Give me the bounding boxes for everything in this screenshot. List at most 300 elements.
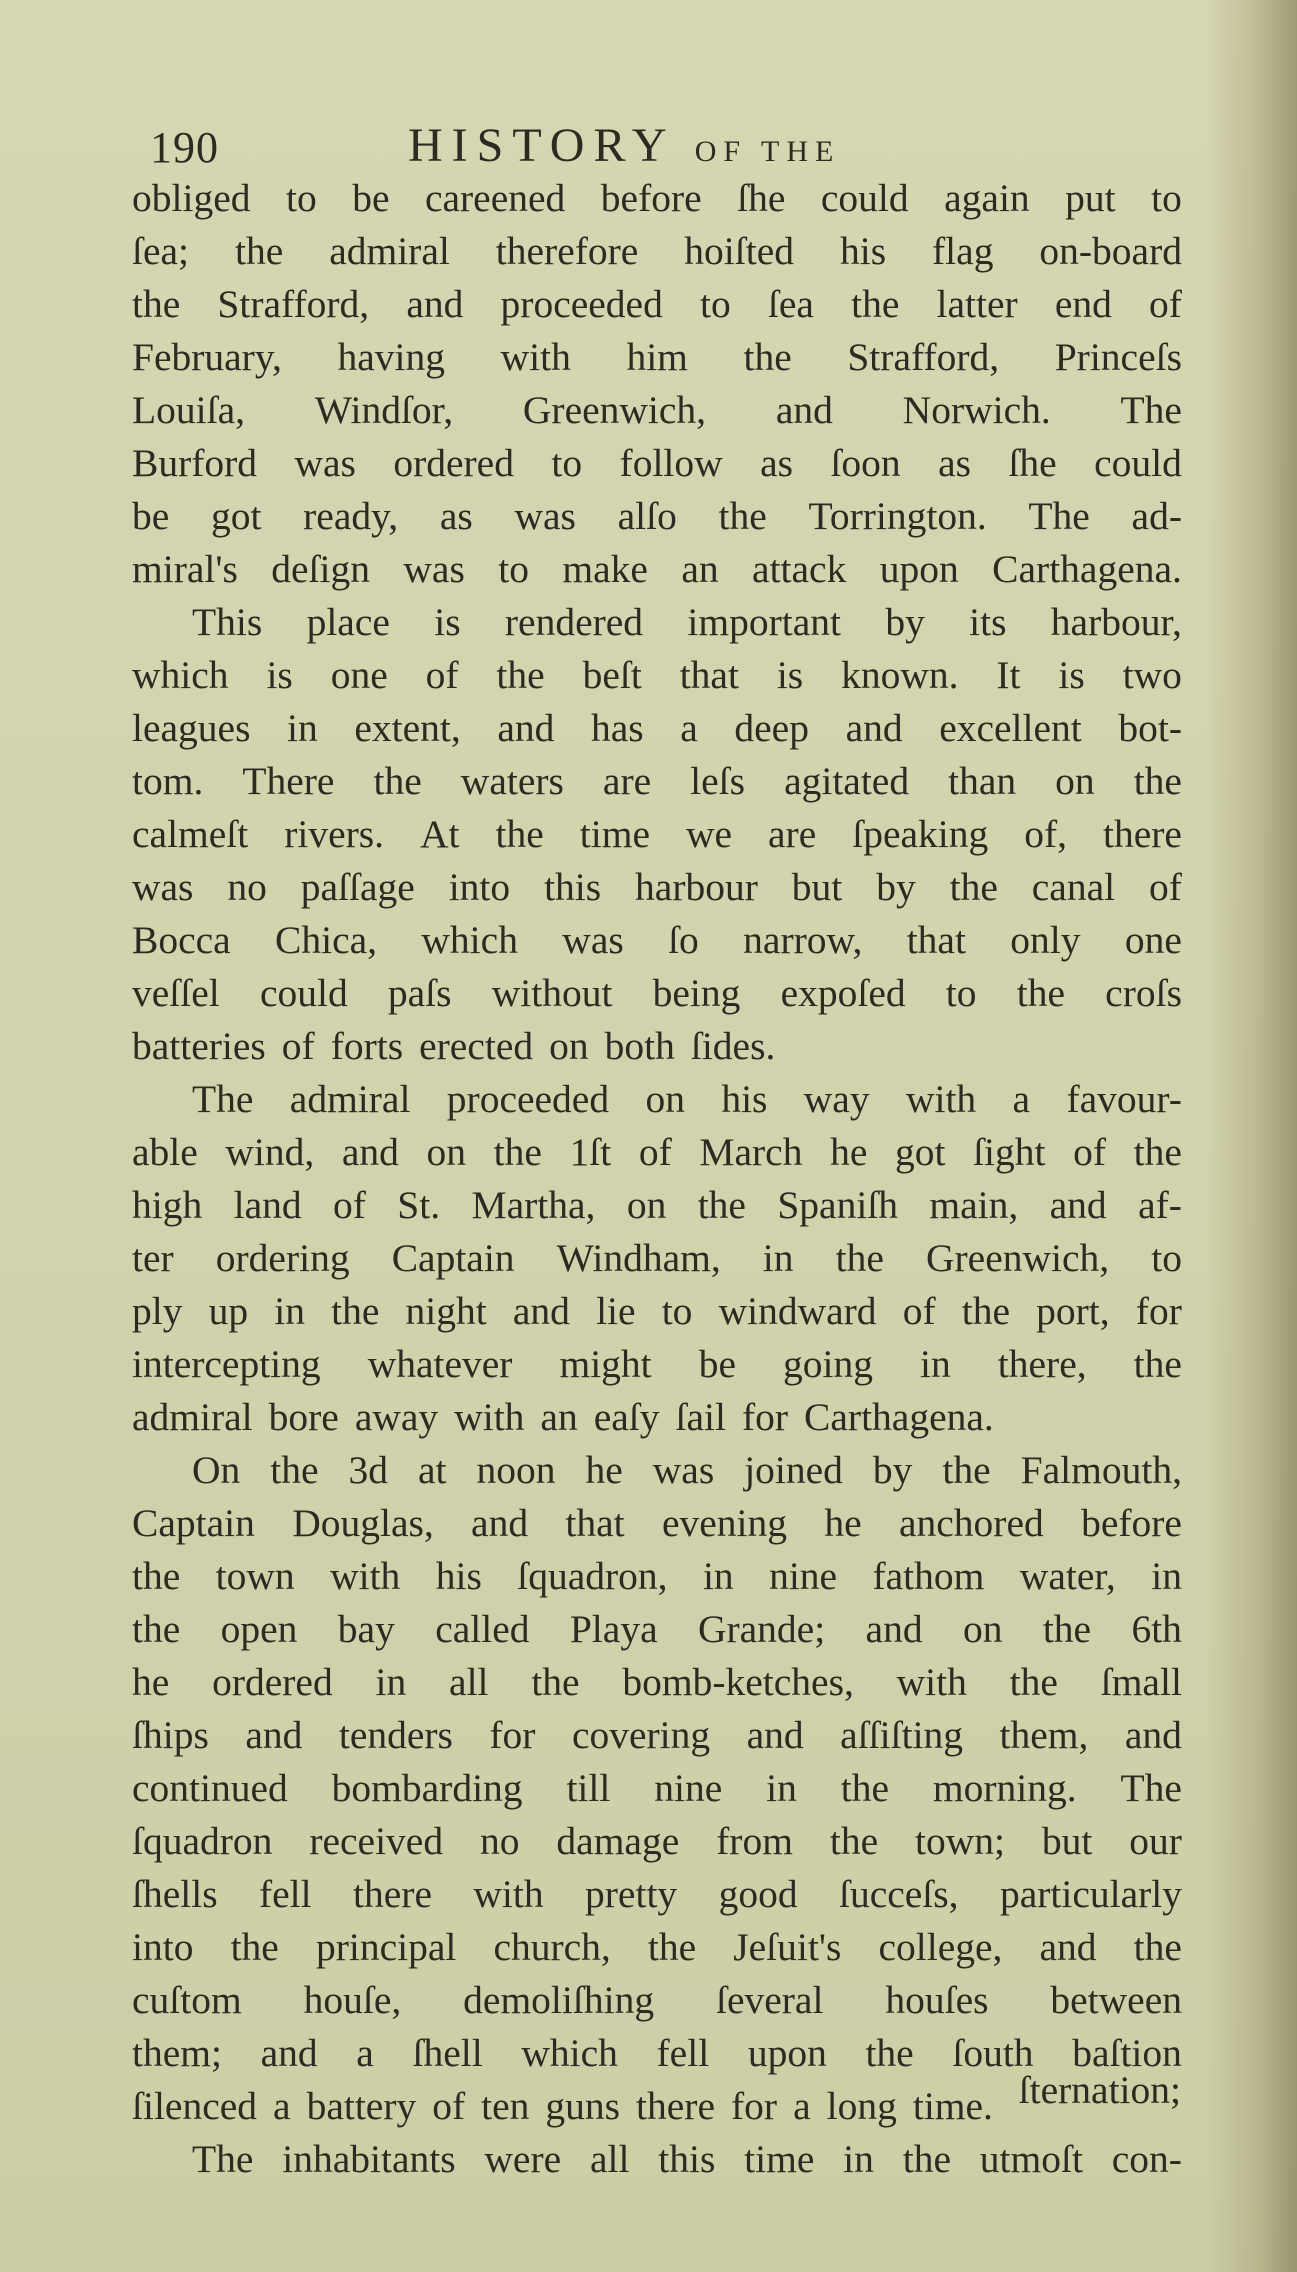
word: which: [421, 918, 518, 962]
word: his: [721, 1077, 768, 1121]
word: main,: [929, 1183, 1019, 1227]
word: ad-: [1131, 494, 1182, 538]
word: are: [768, 812, 817, 856]
word: particularly: [999, 1872, 1182, 1916]
word: 6th: [1131, 1607, 1182, 1651]
word: This: [192, 600, 263, 644]
text-line: [132, 331, 1182, 384]
word: with: [500, 335, 571, 379]
word: Spaniſh: [777, 1183, 899, 1227]
word: one: [1124, 918, 1182, 962]
word: the: [373, 759, 422, 803]
word: them;: [132, 2031, 222, 2075]
word: tenders: [338, 1713, 453, 1757]
word: that: [679, 653, 739, 697]
word: proceeded: [446, 1077, 610, 1121]
word: and: [512, 1289, 570, 1333]
word: demoliſhing: [463, 1978, 655, 2022]
word: rendered: [504, 600, 644, 644]
word: veſſel: [132, 971, 220, 1015]
word: and: [1039, 1925, 1097, 1969]
word: two: [1122, 653, 1182, 697]
word: paſs: [387, 971, 452, 1015]
word: the: [647, 1925, 697, 1969]
text-line: [132, 1603, 1182, 1656]
word: for: [741, 1395, 789, 1439]
word: harbour,: [1050, 600, 1182, 644]
word: is: [776, 653, 804, 697]
word: only: [1010, 918, 1081, 962]
word: Strafford,: [847, 335, 1000, 379]
text-line: [132, 596, 1182, 649]
word: college,: [878, 1925, 1003, 1969]
word: the: [697, 1183, 746, 1227]
text-line: [132, 1974, 1182, 2027]
text-line: [132, 1126, 1182, 1179]
word: battery: [306, 2084, 417, 2128]
word: both: [604, 1024, 675, 1068]
word: paſſage: [300, 865, 415, 909]
word: away: [354, 1395, 439, 1439]
word: put: [1065, 176, 1116, 220]
word: admiral: [329, 229, 450, 273]
word: in: [843, 2137, 874, 2181]
word: got: [894, 1130, 946, 1174]
text-line: [132, 967, 1182, 1020]
text-line: [132, 1444, 1182, 1497]
text-line: [132, 649, 1182, 702]
word: known.: [841, 653, 959, 697]
word: on: [626, 1183, 667, 1227]
text-line: [132, 702, 1182, 755]
word: we: [685, 812, 733, 856]
word: town;: [915, 1819, 1005, 1863]
word: anchored: [898, 1501, 1044, 1545]
word: night: [405, 1289, 487, 1333]
word: high: [132, 1183, 203, 1227]
word: batteries: [132, 1024, 266, 1068]
word: to: [1151, 1236, 1182, 1280]
word: noon: [476, 1448, 556, 1492]
word: 1ſt: [569, 1130, 612, 1174]
text-line: [132, 1550, 1182, 1603]
word: therefore: [495, 229, 639, 273]
text-line: [132, 1073, 1182, 1126]
word: ſail: [675, 1395, 726, 1439]
word: ſides.: [690, 1024, 776, 1068]
word: by: [885, 600, 925, 644]
word: and: [245, 1713, 303, 1757]
word: before: [600, 176, 702, 220]
text-line: [132, 172, 1182, 225]
word: on: [1055, 759, 1095, 803]
word: no: [227, 865, 267, 909]
text-line: [132, 225, 1182, 278]
word: the: [234, 229, 284, 273]
word: attack: [752, 547, 847, 591]
word: and: [865, 1607, 923, 1651]
word: the: [493, 1130, 542, 1174]
word: might: [559, 1342, 652, 1386]
word: forts: [330, 1024, 404, 1068]
word: ſquadron,: [517, 1554, 668, 1598]
word: ter: [132, 1236, 174, 1280]
word: a: [793, 2084, 811, 2128]
word: an: [540, 1395, 578, 1439]
word: the: [1133, 1130, 1182, 1174]
word: rivers.: [284, 812, 385, 856]
word: waters: [460, 759, 564, 803]
word: there: [636, 2084, 715, 2128]
word: in: [702, 1554, 734, 1598]
word: damage: [556, 1819, 680, 1863]
word: in: [766, 1766, 797, 1810]
word: is: [266, 653, 293, 697]
text-line: [132, 1868, 1182, 1921]
word: the: [496, 653, 545, 697]
word: continued: [132, 1766, 288, 1810]
word: Martha,: [471, 1183, 596, 1227]
word: its: [969, 600, 1007, 644]
word: The: [1120, 388, 1182, 432]
word: The: [1028, 494, 1090, 538]
word: on: [962, 1607, 1003, 1651]
word: at: [418, 1448, 447, 1492]
word: and: [775, 388, 833, 432]
word: up: [208, 1289, 249, 1333]
word: our: [1129, 1819, 1182, 1863]
word: from: [716, 1819, 793, 1863]
word: was: [514, 494, 576, 538]
word: are: [602, 759, 652, 803]
word: af-: [1138, 1183, 1182, 1227]
word: cuſtom: [132, 1978, 242, 2022]
word: could: [1094, 441, 1182, 485]
word: port,: [1036, 1289, 1110, 1333]
word: ſeveral: [715, 1978, 824, 2022]
text-line: [132, 490, 1182, 543]
word: is: [1058, 653, 1085, 697]
word: of: [1149, 282, 1182, 326]
word: 3d: [348, 1448, 389, 1492]
text-line: [132, 1921, 1182, 1974]
word: was: [562, 918, 624, 962]
word: narrow,: [743, 918, 863, 962]
word: all: [589, 2137, 630, 2181]
word: leſs: [690, 759, 746, 803]
word: ſilenced: [132, 2084, 258, 2128]
word: the: [840, 1766, 890, 1810]
text-line: [132, 1285, 1182, 1338]
text-line: [132, 1020, 1182, 1073]
word: admiral: [132, 1395, 253, 1439]
word: bomb-ketches,: [622, 1660, 854, 1704]
word: to: [700, 282, 731, 326]
word: favour-: [1066, 1077, 1182, 1121]
word: an: [681, 547, 719, 591]
word: covering: [571, 1713, 711, 1757]
word: ſoon: [830, 441, 901, 485]
word: canal: [1031, 865, 1116, 909]
word: Jeſuit's: [733, 1925, 842, 1969]
word: in: [287, 706, 318, 750]
word: wind,: [225, 1130, 315, 1174]
word: into: [132, 1925, 194, 1969]
word: and: [471, 1501, 529, 1545]
word: inhabitants: [282, 2137, 456, 2181]
word: on: [549, 1024, 589, 1068]
word: the: [835, 1236, 884, 1280]
word: obliged: [132, 176, 251, 220]
word: bot-: [1118, 706, 1182, 750]
word: aſſiſting: [840, 1713, 964, 1757]
word: At: [420, 812, 460, 856]
word: the: [743, 335, 792, 379]
text-line: [132, 384, 1182, 437]
word: alſo: [617, 494, 677, 538]
word: no: [480, 1819, 520, 1863]
word: ſpeaking: [852, 812, 989, 856]
word: Chica,: [275, 918, 378, 962]
word: his: [435, 1554, 482, 1598]
text-line: [132, 1232, 1182, 1285]
word: which: [132, 653, 229, 697]
word: miral's: [132, 547, 238, 591]
word: to: [285, 176, 317, 220]
word: evening: [661, 1501, 788, 1545]
word: this: [544, 865, 602, 909]
word: as: [938, 441, 971, 485]
word: with: [454, 1395, 525, 1439]
word: of: [425, 653, 459, 697]
word: is: [434, 600, 461, 644]
word: with: [896, 1660, 967, 1704]
word: time: [744, 2137, 815, 2181]
word: Princeſs: [1054, 335, 1182, 379]
word: was: [652, 1448, 715, 1492]
word: long: [826, 2084, 897, 2128]
word: with: [905, 1077, 977, 1121]
word: of: [638, 1130, 672, 1174]
word: received: [309, 1819, 444, 1863]
word: On: [192, 1448, 241, 1492]
word: for: [1135, 1289, 1182, 1333]
word: Grande;: [697, 1607, 826, 1651]
word: than: [948, 759, 1017, 803]
word: of: [333, 1183, 366, 1227]
word: for: [731, 2084, 778, 2128]
word: baſtion: [1072, 2031, 1182, 2075]
word: the: [1009, 1660, 1058, 1704]
word: able: [132, 1130, 198, 1174]
word: the: [132, 282, 181, 326]
word: agitated: [784, 759, 910, 803]
word: there,: [997, 1342, 1087, 1386]
text-line: [132, 914, 1182, 967]
word: houſe,: [303, 1978, 402, 2022]
word: upon: [747, 2031, 827, 2075]
word: ſea: [767, 282, 814, 326]
text-line: [132, 808, 1182, 861]
word: on-board: [1039, 229, 1182, 273]
word: the: [270, 1448, 319, 1492]
word: Greenwich,: [522, 388, 707, 432]
word: the: [132, 1607, 181, 1651]
word: them,: [999, 1713, 1089, 1757]
word: and: [746, 1713, 804, 1757]
word: in: [762, 1236, 794, 1280]
word: he: [585, 1448, 623, 1492]
word: good: [718, 1872, 798, 1916]
word: expoſed: [780, 971, 906, 1015]
word: latter: [936, 282, 1018, 326]
word: all: [449, 1660, 489, 1704]
word: ſmall: [1100, 1660, 1182, 1704]
word: ſouth: [952, 2031, 1034, 2075]
text-line: [132, 1762, 1182, 1815]
word: could: [259, 971, 348, 1015]
word: Torrington.: [808, 494, 987, 538]
word: on: [645, 1077, 685, 1121]
word: Bocca: [132, 918, 231, 962]
word: the: [865, 2031, 914, 2075]
text-line: [132, 2133, 1182, 2186]
word: nine: [654, 1766, 723, 1810]
word: in: [1151, 1554, 1182, 1598]
word: fell: [656, 2031, 710, 2075]
word: calmeſt: [132, 812, 249, 856]
word: windward: [718, 1289, 877, 1333]
word: upon: [879, 547, 959, 591]
word: and: [341, 1130, 399, 1174]
word: water,: [1019, 1554, 1116, 1598]
word: nine: [769, 1554, 838, 1598]
catchword: ſternation;: [1018, 2068, 1181, 2112]
word: tom.: [132, 759, 204, 803]
word: a: [273, 2084, 291, 2128]
word: being: [652, 971, 741, 1015]
word: of: [281, 1024, 315, 1068]
word: Louiſa,: [132, 388, 245, 432]
word: in: [920, 1342, 951, 1386]
word: The: [192, 1077, 254, 1121]
word: make: [562, 547, 648, 591]
word: Carthagena.: [804, 1395, 994, 1439]
word: on: [426, 1130, 467, 1174]
word: got: [210, 494, 262, 538]
word: could: [820, 176, 909, 220]
word: for: [489, 1713, 536, 1757]
word: but: [791, 865, 843, 909]
word: into: [448, 865, 511, 909]
word: time.: [912, 2084, 993, 2128]
text-line: [132, 1815, 1182, 1868]
word: erected: [419, 1024, 534, 1068]
word: with: [330, 1554, 401, 1598]
word: a: [356, 2031, 374, 2075]
word: till: [566, 1766, 611, 1810]
word: and: [406, 282, 464, 326]
word: morning.: [932, 1766, 1077, 1810]
word: ten: [481, 2084, 530, 2128]
word: Norwich.: [902, 388, 1051, 432]
word: way: [803, 1077, 870, 1121]
word: ply: [132, 1289, 183, 1333]
word: a: [1012, 1077, 1031, 1121]
word: were: [484, 2137, 562, 2181]
word: deſign: [271, 547, 370, 591]
word: beſt: [582, 653, 642, 697]
word: as: [760, 441, 794, 485]
word: proceeded: [500, 282, 663, 326]
word: place: [306, 600, 390, 644]
word: ſea;: [132, 229, 190, 273]
word: extent,: [354, 706, 461, 750]
word: lie: [596, 1289, 636, 1333]
word: time: [579, 812, 650, 856]
word: there: [1102, 812, 1182, 856]
word: between: [1050, 1978, 1182, 2022]
word: open: [220, 1607, 298, 1651]
word: ſo: [668, 918, 699, 962]
word: the: [230, 1925, 279, 1969]
body-text: [132, 172, 1182, 2186]
word: that: [565, 1501, 625, 1545]
word: to: [945, 971, 977, 1015]
word: having: [337, 335, 446, 379]
word: a: [680, 706, 698, 750]
word: the: [829, 1819, 879, 1863]
word: Burford: [132, 441, 258, 485]
word: It: [996, 653, 1021, 697]
word: has: [591, 706, 644, 750]
word: the: [718, 494, 767, 538]
word: follow: [619, 441, 723, 485]
word: with: [473, 1872, 544, 1916]
word: ſucceſs,: [838, 1872, 959, 1916]
word: to: [551, 441, 583, 485]
word: ſhell: [412, 2031, 483, 2075]
word: March: [699, 1130, 803, 1174]
word: deep: [734, 706, 809, 750]
word: the: [949, 865, 998, 909]
word: him: [626, 335, 688, 379]
text-line: [132, 437, 1182, 490]
word: church,: [493, 1925, 611, 1969]
word: There: [242, 759, 335, 803]
word: Captain: [132, 1501, 255, 1545]
word: important: [687, 600, 841, 644]
word: Falmouth,: [1020, 1448, 1182, 1492]
word: Greenwich,: [925, 1236, 1110, 1280]
word: ſquadron: [132, 1819, 273, 1863]
word: he: [824, 1501, 862, 1545]
word: which: [521, 2031, 618, 2075]
word: called: [435, 1607, 530, 1651]
word: The: [1120, 1766, 1182, 1810]
word: ſhips: [132, 1713, 209, 1757]
word: be: [352, 176, 390, 220]
word: was: [294, 441, 356, 485]
word: and: [497, 706, 555, 750]
word: his: [839, 229, 887, 273]
running-head: [408, 118, 840, 173]
word: excellent: [939, 706, 1082, 750]
word: hoiſted: [684, 229, 795, 273]
word: ſhells: [132, 1872, 218, 1916]
text-line: [132, 1656, 1182, 1709]
page-number: 190: [150, 123, 219, 172]
